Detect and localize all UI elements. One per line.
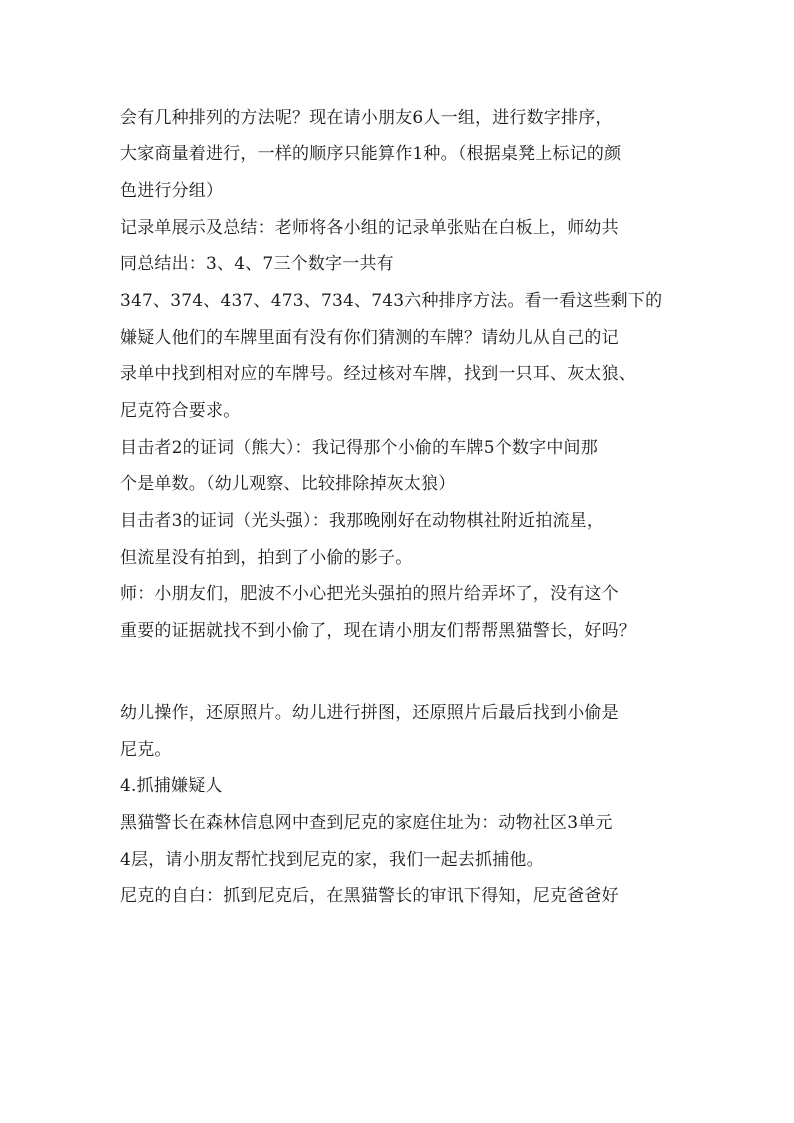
- text-line: 色进行分组）: [120, 181, 224, 201]
- text-line: 黑猫警长在森林信息网中查到尼克的家庭住址为：动物社区3单元: [120, 813, 613, 833]
- text-line: 师：小朋友们，肥波不小心把光头强拍的照片给弄坏了，没有这个: [120, 584, 619, 604]
- text-line: 目击者2的证词（熊大）：我记得那个小偷的车牌5个数字中间那: [120, 438, 598, 458]
- text-line: 同总结出：3、4、7三个数字一共有: [120, 254, 394, 274]
- text-line: 目击者3的证词（光头强）：我那晚刚好在动物棋社附近拍流星，: [120, 511, 605, 531]
- text-line: 347、374、437、473、734、743六种排序方法。看一看这些剩下的: [120, 291, 663, 311]
- text-line: 录单中找到相对应的车牌号。经过核对车牌，找到一只耳、灰太狼、: [120, 364, 636, 384]
- text-line: 大家商量着进行，一样的顺序只能算作1种。（根据桌凳上标记的颜: [120, 144, 622, 164]
- text-line: 4层，请小朋友帮忙找到尼克的家，我们一起去抓捕他。: [120, 850, 544, 870]
- text-line: 重要的证据就找不到小偷了，现在请小朋友们帮帮黑猫警长，好吗？: [120, 621, 636, 641]
- text-line: 但流星没有拍到，拍到了小偷的影子。: [120, 548, 413, 568]
- text-line: 尼克符合要求。: [120, 401, 241, 421]
- text-line: 记录单展示及总结：老师将各小组的记录单张贴在白板上，师幼共: [120, 218, 619, 238]
- text-line: 幼儿操作，还原照片。幼儿进行拼图，还原照片后最后找到小偷是: [120, 703, 619, 723]
- text-line: 会有几种排列的方法呢？现在请小朋友6人一组，进行数字排序，: [120, 108, 613, 128]
- text-line: 嫌疑人他们的车牌里面有没有你们猜测的车牌？请幼儿从自己的记: [120, 328, 619, 348]
- text-line: 尼克。: [120, 740, 172, 760]
- section-heading: 4.抓捕嫌疑人: [120, 776, 223, 796]
- text-line: 尼克的自白：抓到尼克后，在黑猫警长的审讯下得知，尼克爸爸好: [120, 886, 619, 906]
- text-line: 个是单数。（幼儿观察、比较排除掉灰太狼）: [120, 474, 456, 494]
